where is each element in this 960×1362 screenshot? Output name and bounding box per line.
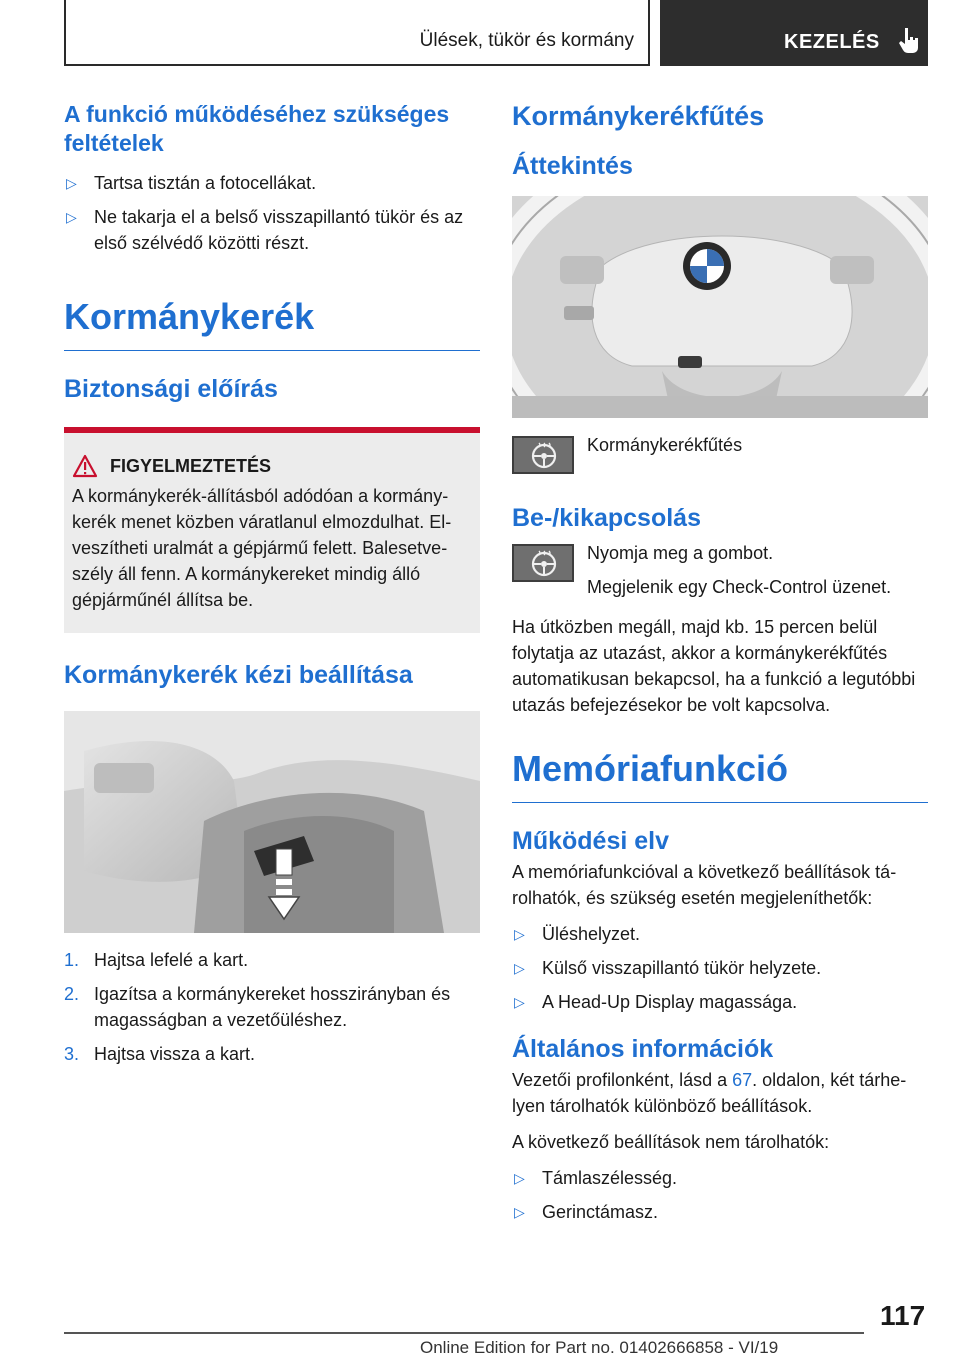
auto-on-paragraph: Ha útközben megáll, majd kb. 15 percen belül folytatja az utazást, akkor a kormánykerékfűtés automatikusan bekapcsol, ha a funkció a legutóbbi utazás befejezésekor be volt kapcsolva. [512,617,916,715]
steering-wheel-heating-icon [530,442,558,470]
warning-box [64,427,480,633]
list-item: ▷ Támlaszélesség. [512,1165,928,1191]
triangle-bullet-icon: ▷ [66,209,77,225]
onoff-heading: Be-/kikapcsolás [512,504,701,532]
header-section-title: Ülések, tükör és kormány [419,30,634,51]
page-reference-link[interactable]: 67 [732,1070,753,1090]
conditions-heading: A funkció működéséhez szükséges feltételek [64,101,450,156]
general-info-text: Vezetői profilonként, lásd a 67. oldalon, két tárhelyen tárolhatók különböző beállítások. [512,1070,907,1116]
list-item: ▷ Külső visszapillantó tükör helyzete. [512,955,928,981]
principle-text: A memóriafunkcióval a következő beállítások tárolhatók, és szükség esetén megjeleníthetők: [512,862,897,908]
principle-heading: Működési elv [512,827,669,855]
steering-wheel-heading: Kormánykerék [64,294,480,351]
steering-column-lever-photo [64,711,480,933]
steering-wheel-heating-icon [530,550,558,578]
general-info-heading: Általános információk [512,1035,774,1063]
header-chapter-tab[interactable] [660,0,928,66]
right-column [512,100,928,1233]
heating-button-symbol [512,436,574,474]
pointing-hand-icon [898,26,922,54]
overview-heading: Áttekintés [512,152,633,180]
footer-edition: Online Edition for Part no. 01402666858 - VI/19 [420,1338,779,1357]
adjust-steps [64,947,480,1067]
page-number: 117 [880,1300,926,1331]
conditions-list [64,170,480,256]
warning-title: FIGYELMEZTETÉS [72,453,472,479]
chapter-label: KEZELÉS [784,31,880,53]
list-item: ▷ A Head-Up Display magassága. [512,989,928,1015]
not-stored-text: A következő beállítások nem tárolhatók: [512,1132,830,1152]
triangle-bullet-icon: ▷ [514,1170,525,1186]
not-stored-items [512,1165,928,1225]
triangle-bullet-icon: ▷ [514,960,525,976]
onoff-instructions: Nyomja meg a gombot. Megjelenik egy Check-Control üzenet. [512,540,928,600]
warning-text: A kormánykerék-állításból adódóan a kormánykerék menet közben váratlanul elmozdulhat. Elveszítheti uralmát a gépjármű felett. Balesetveszély áll fenn. A kormánykereket mindig álló gépjárműnél állítsa be. [72,486,452,610]
list-item: ▷ Tartsa tisztán a fotocellákat. [64,170,480,196]
list-item: ▷ Gerinctámasz. [512,1199,928,1225]
header-frame [64,0,650,66]
heating-button-symbol [512,544,574,582]
steering-wheel-photo [512,196,928,418]
triangle-bullet-icon: ▷ [514,994,525,1010]
left-column [64,100,480,1075]
memory-heading: Memóriafunkció [512,746,928,803]
triangle-bullet-icon: ▷ [514,926,525,942]
list-item: 1. Hajtsa lefelé a kart. [64,950,249,970]
list-item: 2. Igazítsa a kormánykereket hosszirányban és magasságban a vezetőüléshez. [64,984,451,1030]
safety-heading: Biztonsági előírás [64,375,278,403]
list-item: ▷ Üléshelyzet. [512,921,928,947]
heating-heading: Kormánykerékfűtés [512,101,765,131]
heating-icon-legend: Kormánykerékfűtés [512,432,928,480]
footer-divider [64,1332,864,1334]
triangle-bullet-icon: ▷ [514,1204,525,1220]
memory-items [512,921,928,1015]
manual-adjust-heading: Kormánykerék kézi beállítása [64,661,413,689]
triangle-bullet-icon: ▷ [66,175,77,191]
list-item: 3. Hajtsa vissza a kart. [64,1044,256,1064]
warning-triangle-icon [72,454,98,478]
list-item: ▷ Ne takarja el a belső visszapillantó tükör és az első szélvédő közötti részt. [64,204,480,256]
